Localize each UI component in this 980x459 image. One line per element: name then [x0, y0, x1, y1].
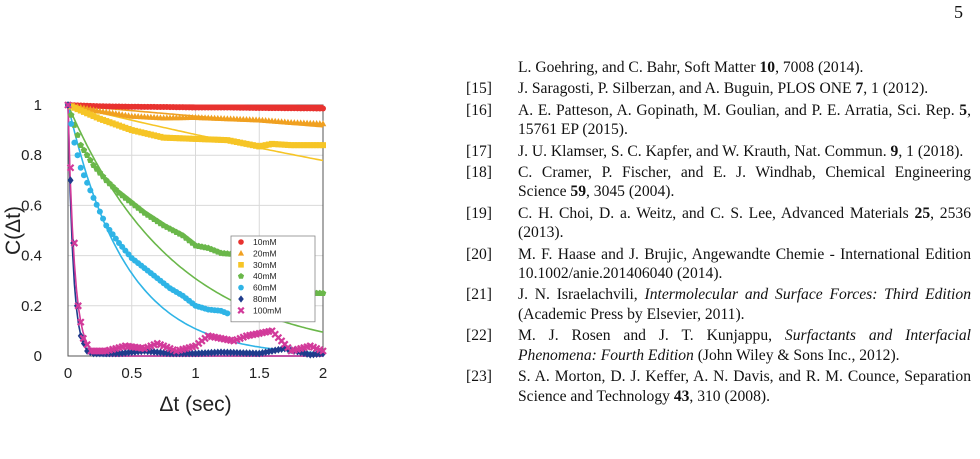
legend-label: 80mM: [253, 294, 277, 304]
reference-text: (John Wiley & Sons Inc., 2012).: [693, 346, 900, 364]
data-point: [71, 140, 77, 146]
reference-text: , 1 (2018).: [898, 142, 964, 160]
legend-label: 20mM: [253, 248, 277, 259]
reference-volume: 7: [855, 80, 864, 98]
reference-entry: [466, 245, 971, 284]
y-tick-label: 0: [33, 348, 42, 365]
reference-text: J. Saragosti, P. Silberzan, and A. Buguin, PLOS ONE: [518, 80, 856, 98]
reference-entry: [466, 79, 971, 98]
reference-text: L. Goehring, and C. Bahr, Soft Matter: [518, 59, 760, 76]
reference-entry: [466, 58, 971, 77]
reference-text: , 310 (2008).: [689, 387, 770, 405]
reference-volume: 5: [959, 101, 968, 119]
reference-entry: [466, 204, 971, 243]
reference-volume: 43: [673, 387, 690, 405]
reference-entry: [466, 101, 971, 140]
reference-text: , 3045 (2004).: [585, 183, 675, 201]
y-tick-label: 1: [33, 97, 42, 114]
legend-label: 30mM: [253, 259, 277, 270]
x-tick-label: 0: [63, 365, 73, 382]
x-tick-label: 2: [318, 365, 328, 382]
page-number: 5: [954, 2, 963, 22]
data-point: [224, 310, 230, 316]
reference-number: [15]: [466, 80, 492, 98]
reference-title: Intermolecular and Surface Forces: Third Edition: [644, 286, 971, 304]
reference-number: [21]: [466, 286, 492, 304]
data-point: [75, 152, 81, 158]
reference-text: M. J. Rosen and J. T. Kunjappu,: [518, 327, 785, 345]
reference-number: [23]: [466, 368, 492, 386]
reference-text: M. F. Haase and J. Brujic, Angewandte Chemie - International Edition 10.1002/anie.201406040 (2014).: [518, 245, 971, 283]
data-point: [97, 209, 103, 215]
x-tick-label: 1.5: [248, 365, 270, 382]
x-tick-label: 0.5: [121, 365, 143, 382]
reference-list: [466, 58, 971, 408]
legend-marker: [238, 239, 244, 245]
reference-volume: 59: [570, 183, 586, 201]
reference-text: , 15761 EP (2015).: [518, 101, 971, 139]
legend-label: 60mM: [253, 282, 277, 293]
reference-text: (Academic Press by Elsevier, 2011).: [518, 305, 745, 323]
y-tick-label: 0.8: [21, 147, 42, 165]
data-point: [320, 142, 326, 148]
data-point: [78, 165, 84, 171]
y-axis-label: C(Δt): [2, 205, 25, 256]
reference-text: , 2536 (2013).: [518, 204, 971, 242]
correlation-chart: [0, 0, 460, 459]
data-point: [68, 121, 74, 127]
data-point: [94, 202, 100, 208]
reference-volume: 10: [759, 59, 776, 76]
reference-number: [18]: [466, 164, 492, 182]
data-point: [81, 172, 87, 178]
x-tick-label: 1: [191, 365, 200, 382]
reference-number: [17]: [466, 142, 492, 160]
legend-marker: [238, 262, 244, 268]
reference-title: Surfactants and Interfacial Phenomena: Fourth Edition: [518, 327, 971, 364]
reference-text: , 1 (2012).: [863, 80, 929, 98]
y-tick-label: 0.6: [21, 197, 42, 215]
data-point: [87, 187, 93, 193]
reference-entry: [466, 142, 971, 161]
reference-text: S. A. Morton, D. J. Keffer, A. N. Davis, and R. M. Counce, Separation Science and Technology: [518, 368, 971, 405]
legend-label: 10mM: [253, 237, 277, 247]
data-point: [100, 216, 106, 222]
reference-volume: 9: [890, 142, 899, 160]
reference-text: A. E. Patteson, A. Gopinath, M. Goulian, and P. E. Arratia, Sci. Rep.: [518, 101, 960, 119]
reference-number: [20]: [466, 245, 492, 263]
reference-number: [19]: [466, 204, 492, 222]
reference-number: [16]: [466, 101, 492, 119]
reference-text: J. N. Israelachvili,: [518, 286, 645, 304]
data-point: [84, 180, 90, 186]
legend-marker: [238, 285, 244, 291]
data-point: [78, 142, 85, 148]
y-tick-label: 0.4: [21, 247, 42, 265]
legend-label: 40mM: [253, 271, 277, 282]
reference-entry: [466, 285, 971, 324]
legend-label: 100mM: [253, 305, 282, 316]
reference-entry: [466, 367, 971, 406]
reference-text: , 7008 (2014).: [775, 59, 864, 76]
reference-volume: 25: [914, 204, 931, 222]
x-axis-label: Δt (sec): [159, 393, 232, 416]
reference-entry: [466, 163, 971, 202]
reference-text: C. Cramer, P. Fischer, and E. J. Windhab, Chemical Engineering Science: [518, 164, 971, 201]
reference-text: J. U. Klamser, S. C. Kapfer, and W. Krauth, Nat. Commun.: [518, 142, 891, 160]
reference-entry: [466, 326, 971, 365]
reference-text: C. H. Choi, D. a. Weitz, and C. S. Lee, Advanced Materials: [518, 204, 915, 222]
data-point: [91, 195, 97, 201]
y-tick-label: 0.2: [21, 297, 42, 315]
reference-number: [22]: [466, 327, 492, 345]
data-point: [320, 106, 326, 112]
